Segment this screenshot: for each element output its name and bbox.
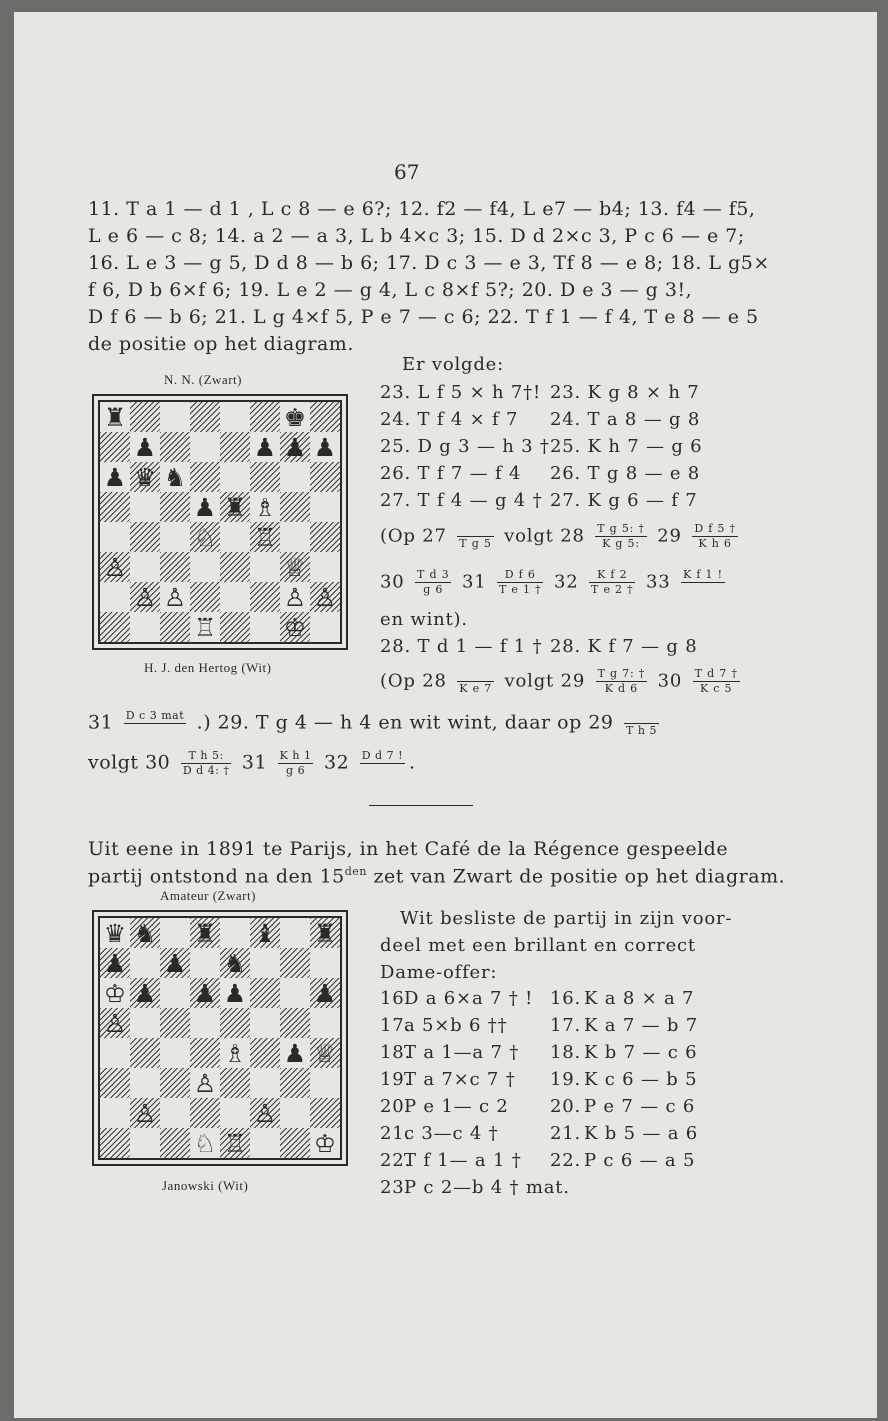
diagram1-square — [280, 432, 310, 462]
diagram2-square — [130, 978, 160, 1008]
diagram2-square — [160, 1008, 190, 1038]
diagram1-square — [190, 612, 220, 642]
diagram2-square — [250, 918, 280, 948]
diagram2-square — [220, 1098, 250, 1128]
variant2-n30: 30 — [657, 670, 683, 692]
chess-piece-icon: ♟ — [283, 1038, 307, 1068]
variant1-frac-4: $\frac{\text{T d 3}}{g 6}$ — [417, 568, 450, 596]
diagram2-square — [160, 1098, 190, 1128]
variant2-pre: (Op 28 — [380, 670, 447, 692]
diagram2-square — [310, 978, 340, 1008]
diagram1-square — [220, 462, 250, 492]
intro2-line-2: partij ontstond na den $15^{den}$ zet van Zwart de positie op het diagram. — [88, 865, 786, 888]
chess-diagram-1 — [92, 394, 348, 650]
variant1-mid: volgt 28 — [504, 525, 585, 547]
chess-piece-icon: ♙ — [103, 1008, 127, 1038]
intro2-line-1: Uit eene in 1891 te Parijs, in het Café de la Régence gespeelde — [88, 838, 729, 860]
move-cell: 22. — [380, 1150, 412, 1171]
variant2-frac-6: $\frac{\text{T h 5:}}{\text{D d 4: †}}$ — [182, 749, 230, 777]
diagram2-square — [310, 1008, 340, 1038]
move-cell: 21. — [380, 1123, 412, 1144]
diagram1-square — [160, 522, 190, 552]
chess-piece-icon: ♙ — [193, 1068, 217, 1098]
move-cell: 17. — [380, 1015, 412, 1036]
diagram1-square — [310, 522, 340, 552]
chess-piece-icon: ♞ — [163, 462, 187, 492]
diagram2-square — [220, 948, 250, 978]
diagram2-square — [250, 1008, 280, 1038]
diagram1-square — [220, 612, 250, 642]
diagram1-top-caption: N. N. (Zwart) — [164, 372, 242, 387]
move-23-black: 23. K g 8 × h 7 — [550, 382, 700, 403]
chess-piece-icon: ♟ — [103, 948, 127, 978]
diagram2-square — [220, 978, 250, 1008]
variant2-n32: 32 — [324, 751, 350, 774]
diagram2-square — [190, 918, 220, 948]
move-25-black: 25. K h 7 — g 6 — [550, 436, 703, 457]
diagram2-square — [190, 1068, 220, 1098]
diagram1-square — [250, 402, 280, 432]
chess-piece-icon: ♟ — [313, 978, 337, 1008]
diagram1-square — [100, 612, 130, 642]
variant2-n31b: 31 — [241, 751, 268, 774]
chess-piece-icon: ♞ — [223, 948, 247, 978]
diagram1-square — [130, 432, 160, 462]
chess-piece-icon: ♔ — [313, 1128, 337, 1158]
move-cell: T a 1—a 7 † — [404, 1042, 520, 1063]
diagram2-square — [250, 1038, 280, 1068]
diagram2-square — [130, 1038, 160, 1068]
move-cell: 22. — [550, 1150, 582, 1171]
diagram2-square — [130, 1008, 160, 1038]
move-23-white: 23. L f 5 × h 7†! — [380, 382, 541, 403]
variant2-mid: volgt 29 — [504, 670, 586, 692]
diagram2-square — [190, 948, 220, 978]
move-cell: 16. — [380, 988, 412, 1009]
diagram1-square — [310, 462, 340, 492]
variant1-pre: (Op 27 — [380, 525, 447, 547]
diagram1-square — [130, 462, 160, 492]
diagram2-square — [160, 948, 190, 978]
chess-piece-icon: ♙ — [103, 552, 127, 582]
book-page — [14, 12, 877, 1418]
diagram1-square — [100, 552, 130, 582]
diagram2-square — [130, 948, 160, 978]
variant1-frac-6: $\frac{\text{K f 2}}{\text{T e 2 †}}$ — [591, 568, 634, 596]
chess-piece-icon: ♘ — [193, 1128, 217, 1158]
diagram1-square — [250, 432, 280, 462]
chess-piece-icon: ♛ — [103, 918, 127, 948]
chess-piece-icon: ♛ — [133, 462, 157, 492]
variant-2-line-1 — [380, 667, 744, 696]
variant2-volgt: volgt 30 — [88, 751, 171, 774]
move-cell: 18. — [550, 1042, 582, 1063]
diagram2-square — [310, 948, 340, 978]
chess-piece-icon: ♜ — [223, 492, 247, 522]
diagram1-square — [100, 402, 130, 432]
chess-piece-icon: ♖ — [253, 522, 277, 552]
diagram1-square — [310, 402, 340, 432]
chess-piece-icon: ♝ — [253, 918, 277, 948]
diagram2-square — [100, 978, 130, 1008]
diagram1-square — [190, 552, 220, 582]
variant2-frac-7: $\frac{\text{K h 1}}{g 6}$ — [279, 749, 312, 777]
diagram2-square — [130, 1098, 160, 1128]
top-text-line-4: f 6, D b 6×f 6; 19. L e 2 — g 4, L c 8×f 5?; 20. D e 3 — g 3!, — [88, 279, 693, 301]
variant1-n31: 31 — [461, 571, 487, 593]
diagram1-square — [220, 402, 250, 432]
diagram1-square — [100, 582, 130, 612]
move-cell: K a 7 — b 7 — [584, 1015, 699, 1036]
chess-piece-icon: ♟ — [283, 432, 307, 462]
diagram2-square — [130, 1068, 160, 1098]
diagram2-square — [220, 1038, 250, 1068]
diagram1-square — [100, 432, 130, 462]
diagram1-square — [250, 462, 280, 492]
diagram1-square — [220, 582, 250, 612]
diagram2-square — [280, 1008, 310, 1038]
diagram1-square — [280, 522, 310, 552]
chess-piece-icon: ♙ — [283, 582, 307, 612]
diagram2-square — [100, 1068, 130, 1098]
chess-piece-icon: ♖ — [193, 612, 217, 642]
variant2-n31: 31 — [88, 711, 114, 734]
diagram1-square — [130, 522, 160, 552]
diagram1-bottom-caption: H. J. den Hertog (Wit) — [144, 660, 272, 675]
chess-piece-icon: ♟ — [253, 432, 277, 462]
diagram1-square — [130, 582, 160, 612]
diagram2-square — [280, 1038, 310, 1068]
chess-piece-icon: ♚ — [283, 402, 307, 432]
variant2-frac-1: K e 7 — [457, 667, 494, 696]
variant2-frac-8: D d 7 ! — [361, 749, 404, 762]
move-28-black: 28. K f 7 — g 8 — [550, 636, 698, 657]
chess-piece-icon: ♔ — [283, 612, 307, 642]
variant2-frac-5: T h 5 — [624, 709, 659, 738]
diagram1-square — [190, 582, 220, 612]
move-28-white: 28. T d 1 — f 1 † — [380, 636, 543, 657]
move-26-black: 26. T g 8 — e 8 — [550, 463, 701, 484]
diagram2-square — [130, 918, 160, 948]
variant1-n30: 30 — [380, 571, 405, 593]
chess-piece-icon: ♟ — [193, 978, 217, 1008]
diagram2-square — [100, 1128, 130, 1158]
diagram1-square — [190, 492, 220, 522]
diagram1-square — [250, 522, 280, 552]
diagram2-square — [130, 1128, 160, 1158]
diagram2-square — [190, 1128, 220, 1158]
variant1-frac-5: $\frac{\text{D f 6}}{\text{T e 1 †}}$ — [499, 568, 542, 596]
chess-piece-icon: ♟ — [163, 948, 187, 978]
diagram1-square — [160, 612, 190, 642]
wit-text-line-1: Wit besliste de partij in zijn voor- — [400, 908, 733, 929]
diagram1-square — [280, 612, 310, 642]
diagram2-square — [160, 1128, 190, 1158]
diagram1-square — [160, 432, 190, 462]
chess-piece-icon: ♜ — [103, 402, 127, 432]
move-cell: 18. — [380, 1042, 412, 1063]
section-divider — [369, 805, 473, 806]
variant2-frac-3: $\frac{\text{T d 7 †}}{\text{K c 5}}$ — [694, 667, 738, 695]
move-cell: P e 1— c 2 — [404, 1096, 509, 1117]
diagram1-square — [130, 552, 160, 582]
diagram2-square — [220, 1008, 250, 1038]
diagram1-square — [130, 402, 160, 432]
variant1-frac-7: K f 1 ! — [683, 568, 723, 581]
move-cell: 20. — [380, 1096, 412, 1117]
move-25-white: 25. D g 3 — h 3 † — [380, 436, 550, 457]
chess-piece-icon: ♟ — [193, 492, 217, 522]
diagram2-square — [190, 1008, 220, 1038]
chess-piece-icon: ♜ — [313, 918, 337, 948]
diagram2-square — [160, 1068, 190, 1098]
chess-piece-icon: ♗ — [223, 1038, 247, 1068]
top-text-line-2: L e 6 — c 8; 14. a 2 — a 3, L b 4×c 3; 15. D d 2×c 3, P c 6 — e 7; — [88, 225, 745, 247]
diagram1-square — [100, 462, 130, 492]
top-text-line-1: 11. T a 1 — d 1 , L c 8 — e 6?; 12. f2 — f4, L e7 — b4; 13. f4 — f5, — [88, 198, 756, 220]
variant-1-line-2 — [380, 568, 729, 597]
chess-piece-icon: ♕ — [313, 1038, 337, 1068]
variant-1-line-1 — [380, 522, 742, 551]
variant2-frac-4: D c 3 mat — [125, 709, 185, 722]
diagram2-square — [160, 1038, 190, 1068]
move-cell: P c 2—b 4 † mat. — [404, 1177, 570, 1198]
diagram1-square — [250, 492, 280, 522]
diagram2-square — [250, 1128, 280, 1158]
variant1-frac-1: T g 5 — [457, 522, 493, 551]
chess-piece-icon: ♞ — [133, 918, 157, 948]
diagram2-square — [100, 948, 130, 978]
move-cell: D a 6×a 7 † ! — [404, 988, 534, 1009]
diagram2-square — [100, 918, 130, 948]
move-cell: 16. — [550, 988, 582, 1009]
diagram2-square — [280, 948, 310, 978]
diagram1-square — [190, 462, 220, 492]
move-cell: 17. — [550, 1015, 582, 1036]
page-number: 67 — [394, 160, 420, 184]
diagram1-square — [100, 522, 130, 552]
diagram2-square — [160, 978, 190, 1008]
diagram2-square — [250, 948, 280, 978]
move-cell: P e 7 — c 6 — [584, 1096, 696, 1117]
move-cell: P c 6 — a 5 — [584, 1150, 696, 1171]
diagram1-square — [310, 432, 340, 462]
move-cell: K b 5 — a 6 — [584, 1123, 699, 1144]
chess-piece-icon: ♜ — [193, 918, 217, 948]
diagram1-square — [310, 552, 340, 582]
variant2-after: .) 29. T g 4 — h 4 en wit wint, daar op 29 — [196, 711, 614, 734]
diagram1-square — [250, 582, 280, 612]
move-27-white: 27. T f 4 — g 4 † — [380, 490, 543, 511]
diagram1-square — [250, 612, 280, 642]
diagram1-square — [160, 552, 190, 582]
diagram1-square — [160, 582, 190, 612]
diagram2-square — [190, 1038, 220, 1068]
chess-diagram-2 — [92, 910, 348, 1166]
chess-piece-icon: ♗ — [253, 492, 277, 522]
move-24-white: 24. T f 4 × f 7 — [380, 409, 519, 430]
diagram2-square — [310, 918, 340, 948]
variant-2-line-3: volgt 30 $\frac{\text{T h 5:}}{\text{D d 4: †}}$ 31 $\frac{\text{K h 1}}{g 6}$ 32 D d 7 ! . — [88, 749, 416, 777]
chess-piece-icon: ♙ — [133, 1098, 157, 1128]
diagram2-square — [100, 1008, 130, 1038]
diagram1-square — [280, 462, 310, 492]
chess-piece-icon: ♟ — [133, 978, 157, 1008]
diagram2-square — [100, 1098, 130, 1128]
chess-piece-icon: ♖ — [223, 1128, 247, 1158]
diagram2-square — [310, 1098, 340, 1128]
er-volgde-label: Er volgde: — [402, 354, 504, 375]
diagram2-square — [250, 978, 280, 1008]
diagram2-bottom-caption: Janowski (Wit) — [162, 1178, 249, 1193]
diagram1-square — [190, 522, 220, 552]
diagram2-square — [220, 918, 250, 948]
move-cell: T a 7×c 7 † — [404, 1069, 516, 1090]
move-cell: K a 8 × a 7 — [584, 988, 695, 1009]
diagram1-square — [220, 552, 250, 582]
diagram2-square — [280, 1128, 310, 1158]
diagram2-square — [280, 918, 310, 948]
diagram1-square — [250, 552, 280, 582]
variant1-end: en wint). — [380, 609, 468, 630]
chess-piece-icon: ♕ — [283, 552, 307, 582]
diagram1-square — [130, 492, 160, 522]
chess-piece-icon: ♟ — [223, 978, 247, 1008]
diagram1-square — [220, 492, 250, 522]
move-cell: 19. — [380, 1069, 412, 1090]
intro2-superscript: den — [344, 865, 367, 878]
chess-piece-icon: ♙ — [133, 582, 157, 612]
diagram1-square — [220, 522, 250, 552]
variant1-n33: 33 — [645, 571, 671, 593]
move-cell: K c 6 — b 5 — [584, 1069, 698, 1090]
diagram1-square — [310, 612, 340, 642]
diagram2-square — [190, 978, 220, 1008]
diagram1-square — [190, 402, 220, 432]
chess-piece-icon: ♟ — [313, 432, 337, 462]
diagram2-square — [310, 1128, 340, 1158]
diagram2-square — [250, 1098, 280, 1128]
variant2-frac-2: $\frac{\text{T g 7: †}}{\text{K d 6}}$ — [597, 667, 646, 695]
move-cell: 21. — [550, 1123, 582, 1144]
diagram1-square — [280, 552, 310, 582]
variant1-frac-3: $\frac{\text{D f 5 †}}{\text{K h 6}}$ — [694, 522, 736, 550]
diagram1-square — [310, 582, 340, 612]
diagram2-square — [280, 1098, 310, 1128]
diagram2-square — [280, 1068, 310, 1098]
chess-piece-icon: ♘ — [193, 522, 217, 552]
diagram1-square — [160, 462, 190, 492]
chess-piece-icon: ♔ — [103, 978, 127, 1008]
move-24-black: 24. T a 8 — g 8 — [550, 409, 701, 430]
move-cell: c 3—c 4 † — [404, 1123, 499, 1144]
diagram1-square — [220, 432, 250, 462]
variant1-n29: 29 — [657, 525, 682, 547]
diagram1-square — [130, 612, 160, 642]
variant-2-line-2 — [88, 709, 663, 738]
diagram1-square — [280, 402, 310, 432]
diagram2-square — [160, 918, 190, 948]
chess-piece-icon: ♟ — [103, 462, 127, 492]
chess-piece-icon: ♙ — [313, 582, 337, 612]
move-cell: T f 1— a 1 † — [404, 1150, 522, 1171]
chess-piece-icon: ♙ — [163, 582, 187, 612]
diagram2-top-caption: Amateur (Zwart) — [160, 888, 256, 903]
move-cell: K b 7 — c 6 — [584, 1042, 698, 1063]
move-26-white: 26. T f 7 — f 4 — [380, 463, 522, 484]
top-text-line-5: D f 6 — b 6; 21. L g 4×f 5, P e 7 — c 6; 22. T f 1 — f 4, T e 8 — e 5 — [88, 306, 759, 328]
diagram1-square — [280, 582, 310, 612]
variant1-frac-2: $\frac{\text{T g 5: †}}{\text{K g 5:}}$ — [597, 522, 645, 550]
wit-text-line-3: Dame-offer: — [380, 962, 498, 983]
diagram1-square — [160, 402, 190, 432]
top-text-line-6: de positie op het diagram. — [88, 333, 354, 355]
diagram2-square — [100, 1038, 130, 1068]
diagram2-square — [220, 1128, 250, 1158]
diagram2-square — [190, 1098, 220, 1128]
diagram2-square — [220, 1068, 250, 1098]
move-cell: a 5×b 6 †† — [404, 1015, 508, 1036]
diagram2-square — [310, 1068, 340, 1098]
diagram1-square — [160, 492, 190, 522]
diagram2-square — [280, 978, 310, 1008]
top-text-line-3: 16. L e 3 — g 5, D d 8 — b 6; 17. D c 3 — e 3, Tf 8 — e 8; 18. L g5× — [88, 252, 770, 274]
diagram1-square — [280, 492, 310, 522]
wit-text-line-2: deel met een brillant en correct — [380, 935, 696, 956]
move-27-black: 27. K g 6 — f 7 — [550, 490, 698, 511]
move-cell: 23. — [380, 1177, 412, 1198]
diagram2-square — [250, 1068, 280, 1098]
move-cell: 19. — [550, 1069, 582, 1090]
move-cell: 20. — [550, 1096, 582, 1117]
variant1-n32: 32 — [553, 571, 579, 593]
chess-piece-icon: ♙ — [253, 1098, 277, 1128]
chess-piece-icon: ♟ — [133, 432, 157, 462]
diagram2-square — [310, 1038, 340, 1068]
diagram1-square — [310, 492, 340, 522]
diagram1-square — [100, 492, 130, 522]
diagram1-square — [190, 432, 220, 462]
